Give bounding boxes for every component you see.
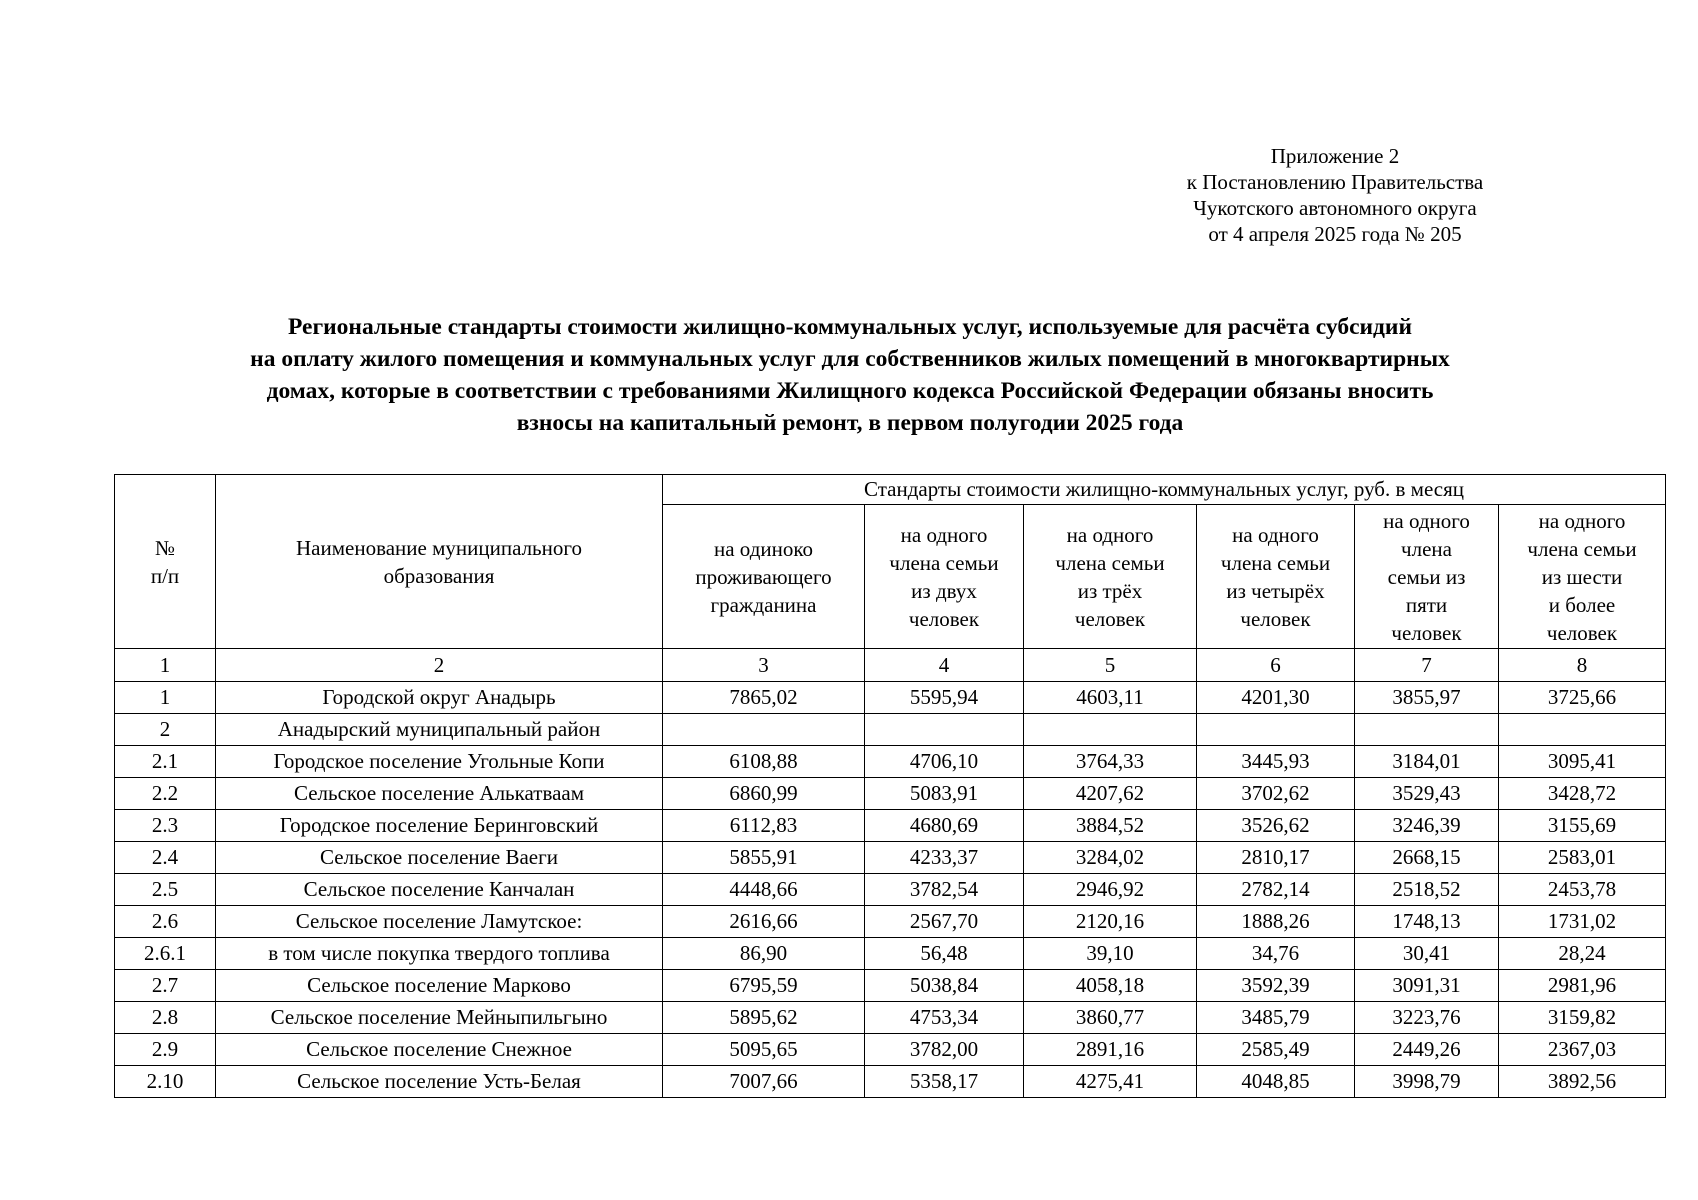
value-cell-col-5: [1024, 714, 1197, 746]
header-column-5: [1024, 505, 1197, 649]
value-cell-col-8: 3155,69: [1499, 810, 1666, 842]
header-column-line: пяти: [1405, 592, 1448, 617]
value-cell-col-7: 3184,01: [1355, 746, 1499, 778]
standards-table: [114, 474, 1666, 1098]
value-cell-col-3: 7007,66: [663, 1066, 865, 1098]
row-number-cell: 2.4: [115, 842, 216, 874]
value-cell-col-8: 2583,01: [1499, 842, 1666, 874]
row-number-cell: 2.8: [115, 1002, 216, 1034]
value-cell-col-7: 1748,13: [1355, 906, 1499, 938]
value-cell-col-4: 4706,10: [865, 746, 1024, 778]
value-cell-col-8: 28,24: [1499, 938, 1666, 970]
municipality-name-cell: Сельское поселение Ваеги: [216, 842, 663, 874]
header-column-line: человек: [1074, 606, 1146, 631]
value-cell-col-7: 3998,79: [1355, 1066, 1499, 1098]
value-cell-col-4: 5083,91: [865, 778, 1024, 810]
value-cell-col-3: 7865,02: [663, 682, 865, 714]
header-column-4: [865, 505, 1024, 649]
municipality-name-cell: Сельское поселение Марково: [216, 970, 663, 1002]
header-column-line: из шести: [1541, 564, 1623, 589]
value-cell-col-4: 3782,00: [865, 1034, 1024, 1066]
table-row: [115, 746, 1666, 778]
value-cell-col-5: 3884,52: [1024, 810, 1197, 842]
value-cell-col-8: 3095,41: [1499, 746, 1666, 778]
column-number-cell: 4: [865, 649, 1024, 682]
value-cell-col-3: 5855,91: [663, 842, 865, 874]
value-cell-col-4: 4233,37: [865, 842, 1024, 874]
value-cell-col-5: 39,10: [1024, 938, 1197, 970]
municipality-name-cell: Сельское поселение Ламутское:: [216, 906, 663, 938]
row-number-cell: 2.7: [115, 970, 216, 1002]
municipality-name-cell: Анадырский муниципальный район: [216, 714, 663, 746]
row-number-cell: 2.1: [115, 746, 216, 778]
value-cell-col-6: 3702,62: [1197, 778, 1355, 810]
value-cell-col-7: 3855,97: [1355, 682, 1499, 714]
column-number-cell: 5: [1024, 649, 1197, 682]
row-number-cell: 2: [115, 714, 216, 746]
value-cell-col-6: [1197, 714, 1355, 746]
municipality-name-cell: Сельское поселение Мейныпильгыно: [216, 1002, 663, 1034]
header-name-line: образования: [383, 563, 495, 588]
value-cell-col-6: 2810,17: [1197, 842, 1355, 874]
table-row: [115, 1002, 1666, 1034]
row-number-cell: 2.2: [115, 778, 216, 810]
value-cell-col-8: 1731,02: [1499, 906, 1666, 938]
value-cell-col-6: 1888,26: [1197, 906, 1355, 938]
municipality-name-cell: Сельское поселение Канчалан: [216, 874, 663, 906]
value-cell-col-4: [865, 714, 1024, 746]
title-line: взносы на капитальный ремонт, в первом полугодии 2025 года: [516, 410, 1184, 436]
header-column-line: семьи из: [1387, 564, 1466, 589]
appendix-line: Чукотского автономного округа: [1193, 196, 1477, 220]
column-number-cell: 2: [216, 649, 663, 682]
header-number-line: п/п: [150, 563, 180, 588]
value-cell-col-5: 4058,18: [1024, 970, 1197, 1002]
header-column-8: [1499, 505, 1666, 649]
table-row: [115, 778, 1666, 810]
header-column-line: на одного: [1538, 508, 1626, 533]
header-column-line: человек: [908, 606, 980, 631]
value-cell-col-4: 5358,17: [865, 1066, 1024, 1098]
row-number-cell: 2.6: [115, 906, 216, 938]
value-cell-col-5: 3860,77: [1024, 1002, 1197, 1034]
value-cell-col-6: 4048,85: [1197, 1066, 1355, 1098]
table-row: [115, 682, 1666, 714]
appendix-line: Приложение 2: [1270, 144, 1400, 168]
value-cell-col-8: 3892,56: [1499, 1066, 1666, 1098]
value-cell-col-6: 2782,14: [1197, 874, 1355, 906]
value-cell-col-4: 4753,34: [865, 1002, 1024, 1034]
value-cell-col-5: 2946,92: [1024, 874, 1197, 906]
header-column-line: гражданина: [710, 592, 817, 617]
title-line: на оплату жилого помещения и коммунальных услуг для собственников жилых помещений в многоквартирных: [250, 346, 1450, 372]
table-row: [115, 970, 1666, 1002]
value-cell-col-5: 3284,02: [1024, 842, 1197, 874]
value-cell-col-6: 4201,30: [1197, 682, 1355, 714]
header-column-6: [1197, 505, 1355, 649]
value-cell-col-7: [1355, 714, 1499, 746]
value-cell-col-7: 2668,15: [1355, 842, 1499, 874]
value-cell-col-3: 6108,88: [663, 746, 865, 778]
row-number-cell: 1: [115, 682, 216, 714]
header-number: [115, 475, 216, 649]
header-column-line: на одного: [1232, 522, 1319, 547]
value-cell-col-3: 5095,65: [663, 1034, 865, 1066]
table-body: [115, 682, 1666, 1098]
header-column-line: на одного: [1383, 508, 1470, 533]
appendix-line: от 4 апреля 2025 года № 205: [1208, 222, 1462, 246]
municipality-name-cell: Городское поселение Беринговский: [216, 810, 663, 842]
municipality-name-cell: Сельское поселение Снежное: [216, 1034, 663, 1066]
table-header: [115, 475, 1666, 682]
header-number-line: №: [154, 535, 176, 560]
value-cell-col-6: 3485,79: [1197, 1002, 1355, 1034]
value-cell-col-7: 30,41: [1355, 938, 1499, 970]
municipality-name-cell: Городское поселение Угольные Копи: [216, 746, 663, 778]
value-cell-col-4: 2567,70: [865, 906, 1024, 938]
header-column-line: члена семьи: [1055, 550, 1165, 575]
table-row: [115, 1066, 1666, 1098]
value-cell-col-3: 2616,66: [663, 906, 865, 938]
value-cell-col-3: 6860,99: [663, 778, 865, 810]
value-cell-col-5: 4603,11: [1024, 682, 1197, 714]
value-cell-col-6: 2585,49: [1197, 1034, 1355, 1066]
header-column-line: члена семьи: [1527, 536, 1637, 561]
value-cell-col-8: 3428,72: [1499, 778, 1666, 810]
title-line: Региональные стандарты стоимости жилищно-коммунальных услуг, используемые для расчёта субсидий: [287, 314, 1413, 340]
value-cell-col-4: 5038,84: [865, 970, 1024, 1002]
value-cell-col-8: 2453,78: [1499, 874, 1666, 906]
header-column-line: из четырёх: [1226, 578, 1325, 603]
value-cell-col-7: 3529,43: [1355, 778, 1499, 810]
value-cell-col-7: 3091,31: [1355, 970, 1499, 1002]
value-cell-col-8: [1499, 714, 1666, 746]
header-name-line: Наименование муниципального: [296, 535, 582, 560]
header-municipality-name: [216, 475, 663, 649]
table-row: [115, 906, 1666, 938]
header-column-line: на одного: [900, 522, 988, 547]
row-number-cell: 2.6.1: [115, 938, 216, 970]
value-cell-col-4: 3782,54: [865, 874, 1024, 906]
value-cell-col-3: 6795,59: [663, 970, 865, 1002]
row-number-cell: 2.9: [115, 1034, 216, 1066]
value-cell-col-3: [663, 714, 865, 746]
document-title: [100, 311, 1600, 439]
header-column-3: [663, 505, 865, 649]
table-row: [115, 714, 1666, 746]
table-row: [115, 810, 1666, 842]
value-cell-col-8: 3725,66: [1499, 682, 1666, 714]
header-column-line: члена: [1401, 536, 1452, 561]
value-cell-col-4: 5595,94: [865, 682, 1024, 714]
municipality-name-cell: Сельское поселение Усть-Белая: [216, 1066, 663, 1098]
header-column-line: на одиноко: [713, 536, 813, 561]
value-cell-col-3: 86,90: [663, 938, 865, 970]
table-row: [115, 1034, 1666, 1066]
value-cell-col-3: 6112,83: [663, 810, 865, 842]
municipality-name-cell: в том числе покупка твердого топлива: [216, 938, 663, 970]
header-column-line: члена семьи: [1220, 550, 1331, 575]
value-cell-col-7: 2449,26: [1355, 1034, 1499, 1066]
table-row: [115, 842, 1666, 874]
row-number-cell: 2.3: [115, 810, 216, 842]
header-column-line: и более: [1548, 592, 1616, 617]
value-cell-col-7: 3223,76: [1355, 1002, 1499, 1034]
value-cell-col-3: 5895,62: [663, 1002, 865, 1034]
value-cell-col-8: 3159,82: [1499, 1002, 1666, 1034]
value-cell-col-5: 2120,16: [1024, 906, 1197, 938]
municipality-name-cell: Городской округ Анадырь: [216, 682, 663, 714]
municipality-name-cell: Сельское поселение Алькатваам: [216, 778, 663, 810]
header-column-line: проживающего: [695, 564, 832, 589]
column-numbers-row: [115, 649, 1666, 682]
value-cell-col-5: 2891,16: [1024, 1034, 1197, 1066]
value-cell-col-3: 4448,66: [663, 874, 865, 906]
column-number-cell: 3: [663, 649, 865, 682]
value-cell-col-6: 34,76: [1197, 938, 1355, 970]
column-number-cell: 8: [1499, 649, 1666, 682]
appendix-block: [1185, 143, 1485, 247]
value-cell-col-5: 3764,33: [1024, 746, 1197, 778]
value-cell-col-4: 4680,69: [865, 810, 1024, 842]
column-number-cell: 1: [115, 649, 216, 682]
appendix-line: к Постановлению Правительства: [1186, 170, 1484, 194]
header-column-line: из двух: [911, 578, 977, 603]
column-number-cell: 6: [1197, 649, 1355, 682]
value-cell-col-8: 2367,03: [1499, 1034, 1666, 1066]
header-column-line: человек: [1391, 620, 1462, 645]
header-column-line: члена семьи: [889, 550, 999, 575]
value-cell-col-5: 4275,41: [1024, 1066, 1197, 1098]
value-cell-col-5: 4207,62: [1024, 778, 1197, 810]
title-line: домах, которые в соответствии с требованиями Жилищного кодекса Российской Федерации обязаны вносить: [266, 378, 1434, 404]
value-cell-col-6: 3592,39: [1197, 970, 1355, 1002]
header-column-line: из трёх: [1077, 578, 1143, 603]
table-row: [115, 938, 1666, 970]
column-number-cell: 7: [1355, 649, 1499, 682]
value-cell-col-6: 3445,93: [1197, 746, 1355, 778]
value-cell-col-7: 2518,52: [1355, 874, 1499, 906]
header-column-7: [1355, 505, 1499, 649]
header-standards-group: Стандарты стоимости жилищно-коммунальных услуг, руб. в месяц: [663, 475, 1666, 505]
header-column-line: человек: [1240, 606, 1311, 631]
header-column-line: человек: [1546, 620, 1618, 645]
value-cell-col-6: 3526,62: [1197, 810, 1355, 842]
header-column-line: на одного: [1066, 522, 1154, 547]
table-row: [115, 874, 1666, 906]
value-cell-col-7: 3246,39: [1355, 810, 1499, 842]
row-number-cell: 2.5: [115, 874, 216, 906]
value-cell-col-4: 56,48: [865, 938, 1024, 970]
value-cell-col-8: 2981,96: [1499, 970, 1666, 1002]
row-number-cell: 2.10: [115, 1066, 216, 1098]
